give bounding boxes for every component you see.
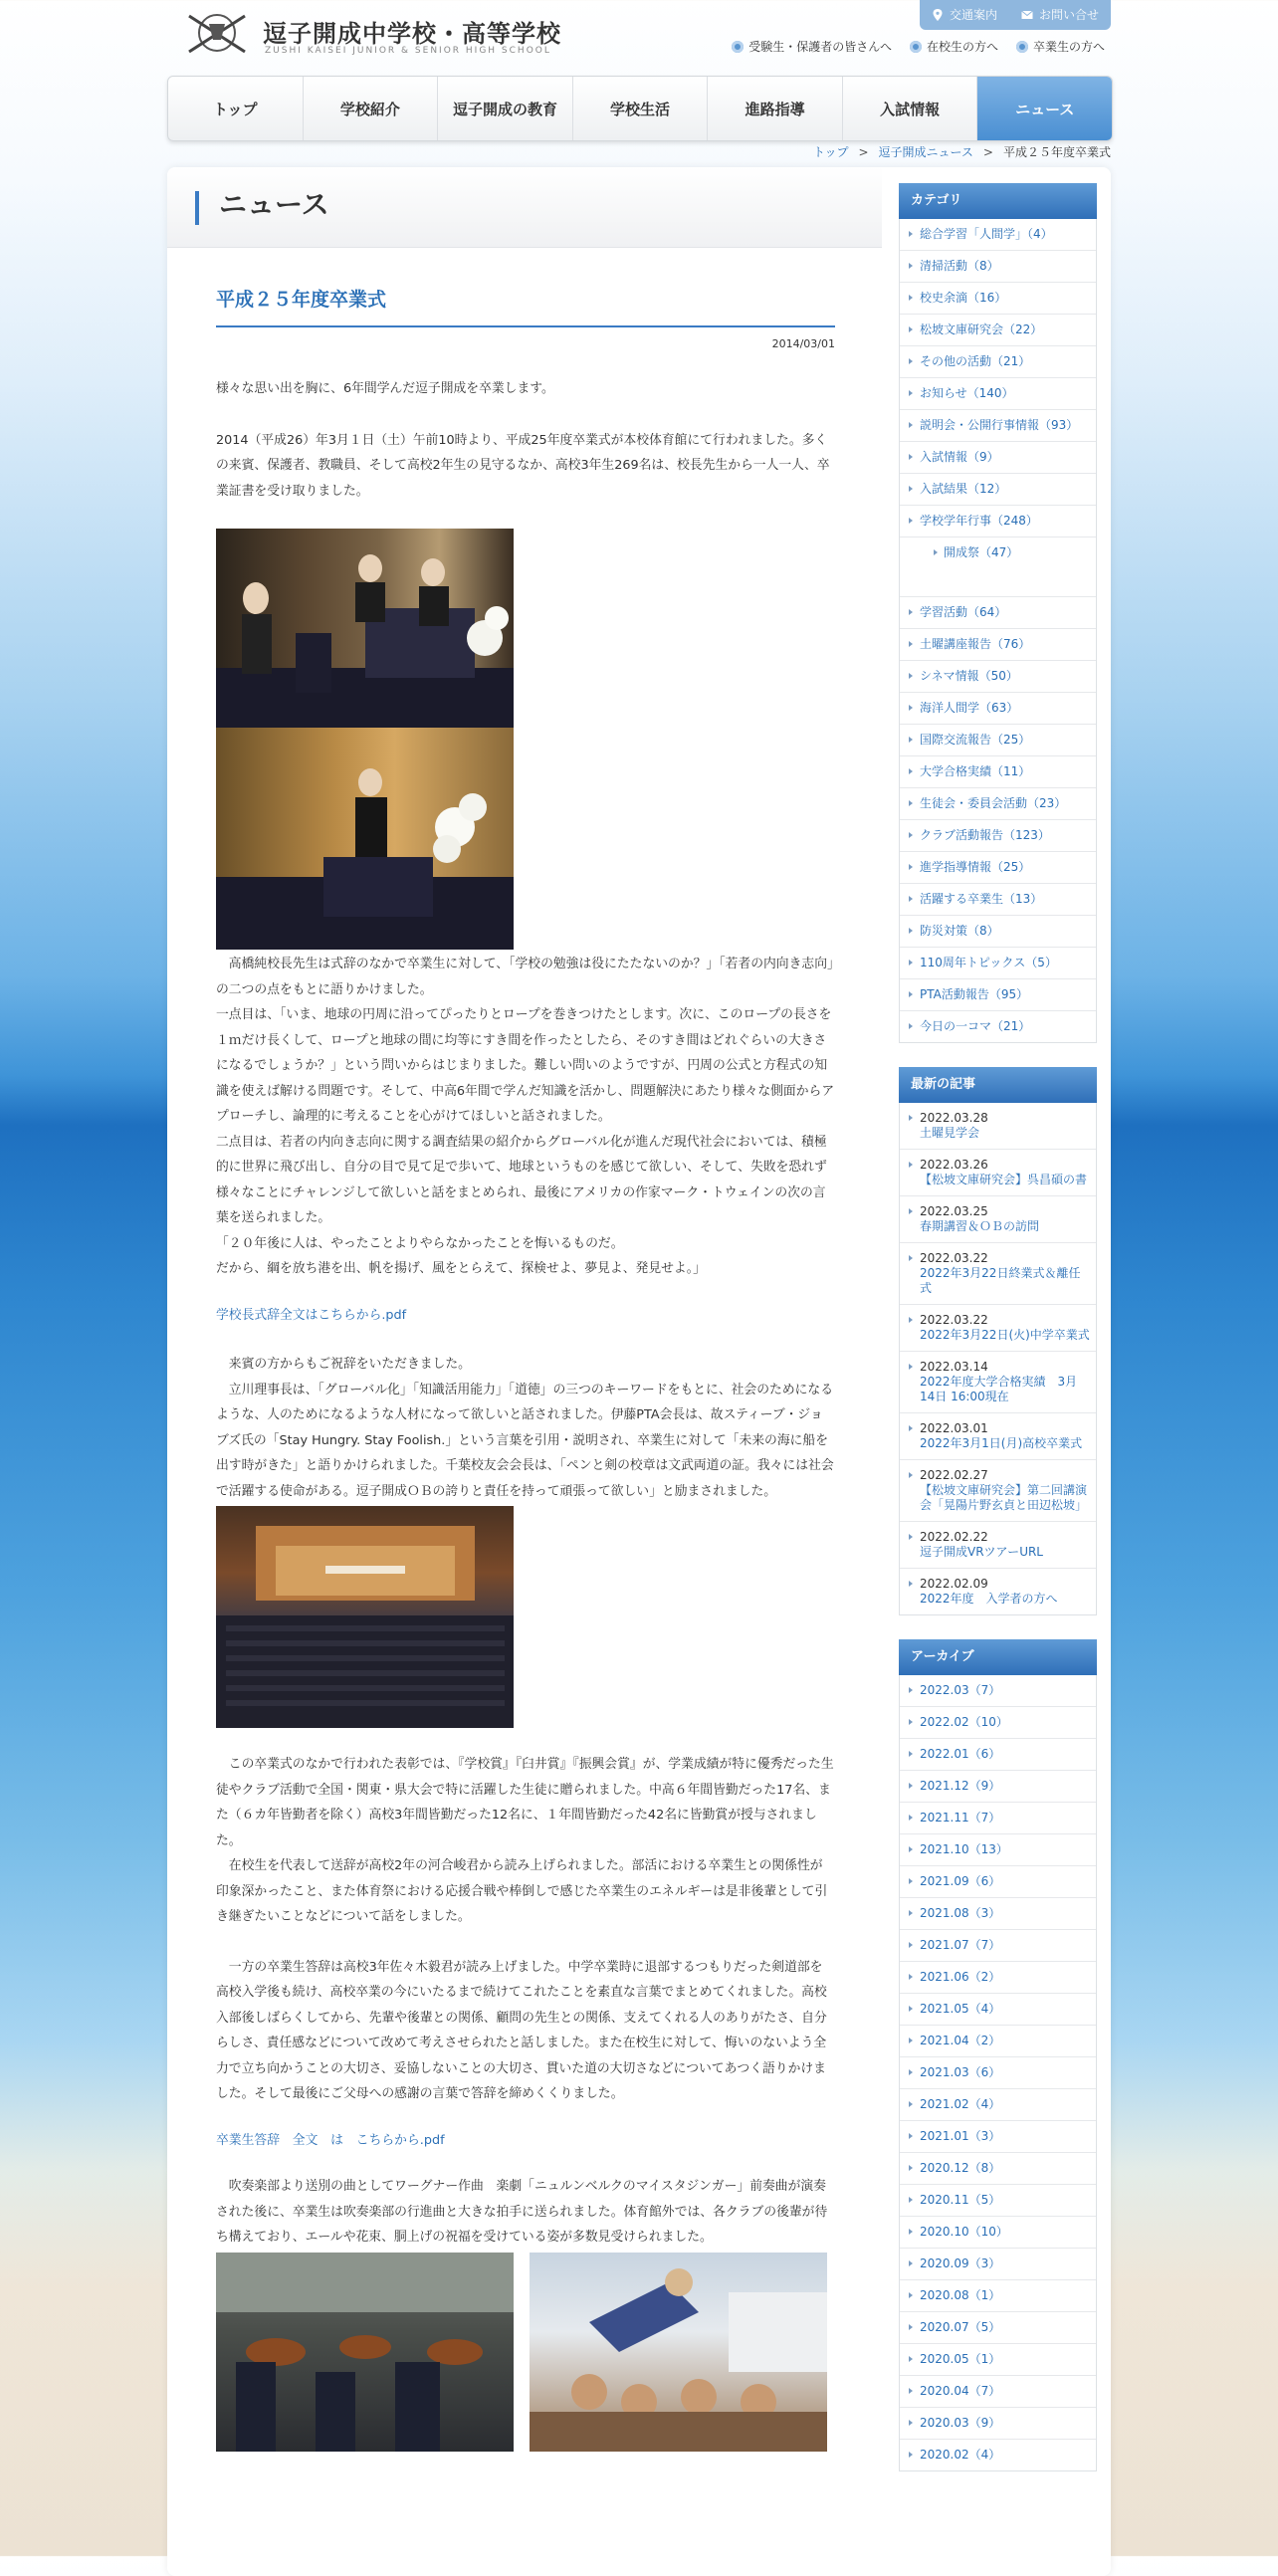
- article-paragraph: 「２０年後に人は、やったことよりやらなかったことを悔いるものだ。: [216, 1235, 624, 1251]
- article-paragraph: 吹奏楽部より送別の曲としてワーグナー作曲 楽劇「ニュルンベルクのマイスタジンガー」前奏曲が演奏された後に、卒業生は吹奏楽部の行進曲と大きな拍手に送られました。体育館外では、各クラブの後輩が待ち構えており、エールや花束、胴上げの祝福を受けている姿が多数見受けられました。: [216, 2179, 828, 2245]
- photo-principal-speech-image: [216, 728, 514, 950]
- archive-link[interactable]: 2020.10（10）: [900, 2217, 1096, 2249]
- category-link[interactable]: 大学合格実績（11）: [900, 756, 1096, 788]
- audience-links: [732, 38, 1105, 55]
- category-link[interactable]: 生徒会・委員会活動（23）: [900, 788, 1096, 820]
- school-name-english: ZUSHI KAISEI JUNIOR & SENIOR HIGH SCHOOL: [265, 46, 551, 56]
- article-paragraph: だから、綱を放ち港を出、帆を揚げ、風をとらえて、探検せよ、夢見よ、発見せよ。」: [216, 1261, 706, 1276]
- latest-news-date: 2022.03.25: [920, 1204, 988, 1218]
- category-link[interactable]: 学校学年行事（248）: [900, 506, 1096, 537]
- latest-news-link[interactable]: 2022年度大学合格実績 3月14日 16:00現在: [920, 1375, 1078, 1403]
- category-link[interactable]: PTA活動報告（95）: [900, 979, 1096, 1011]
- latest-news-date: 2022.02.27: [920, 1468, 988, 1482]
- photo-principal-speech: [216, 728, 514, 950]
- archive-title: アーカイブ: [899, 1639, 1097, 1675]
- archive-link[interactable]: 2021.09（6）: [900, 1866, 1096, 1898]
- latest-news-item[interactable]: [900, 1103, 1096, 1150]
- category-link[interactable]: 国際交流報告（25）: [900, 725, 1096, 756]
- archive-link[interactable]: 2021.03（6）: [900, 2057, 1096, 2089]
- category-link[interactable]: クラブ活動報告（123）: [900, 820, 1096, 852]
- breadcrumb-home[interactable]: トップ: [812, 145, 849, 159]
- category-link[interactable]: 入試情報（9）: [900, 442, 1096, 474]
- bullet-icon: [732, 41, 744, 53]
- article-paragraph: 一方の卒業生答辞は高校3年佐々木毅君が読み上げました。中学卒業時に退部するつもりだった剣道部を高校入学後も続け、高校卒業の今にいたるまで続けてこれたことを素直な言葉でまとめてくれました。高校入部後しばらくしてから、先輩や後輩との関係、顧問の先生との関係、支えてくれる人のありがたさ、自分らしさ、責任感などについて改めて考えさせられたと話しました。また在校生に対して、悔いのないよう全力で立ち向かうことの大切さ、妥協しないことの大切さ、貫いた道の大切さなどについてあつく語りかけました。そして最後にご父母への感謝の言葉で答辞を締めくくりました。: [216, 1959, 827, 2101]
- latest-news-link[interactable]: 【松坡文庫研究会】呉昌碩の書: [920, 1173, 1088, 1186]
- audience-link-alumni[interactable]: 卒業生の方へ: [1016, 38, 1105, 55]
- latest-news-item[interactable]: [900, 1352, 1096, 1413]
- article-paragraph: 一点目は、「いま、地球の円周に沿ってぴったりとロープを巻きつけたとします。次に、このロープの長さを１ｍだけ長くして、ロープと地球の間に均等にすき間を作ったとしたら、そのすき間はどれぐらいの大きさになるでしょうか？」という問いからはじまりました。難しい問いのようですが、円周の公式と方程式の知識を使えば解ける問題です。そして、中高6年間で学んだ知識を活かし、問題解決にあたり様々な側面からアプローチし、論理的に考えることを心がけてほしいと話されました。: [216, 1007, 835, 1124]
- category-link[interactable]: 110周年トピックス（5）: [900, 948, 1096, 979]
- nav-education[interactable]: 逗子開成の教育: [438, 77, 573, 140]
- nav-about[interactable]: 学校紹介: [304, 77, 439, 140]
- article: [216, 285, 835, 2452]
- breadcrumb-section[interactable]: 逗子開成ニュース: [878, 145, 973, 159]
- category-link[interactable]: お知らせ（140）: [900, 378, 1096, 410]
- archive-link[interactable]: 2021.11（7）: [900, 1803, 1096, 1834]
- latest-news-date: 2022.03.26: [920, 1158, 988, 1172]
- archive-list: [899, 1675, 1097, 2471]
- latest-news-title: 最新の記事: [899, 1067, 1097, 1103]
- archive-link[interactable]: 2021.04（2）: [900, 2026, 1096, 2057]
- article-paragraph: 在校生を代表して送辞が高校2年の河合峻君から読み上げられました。部活における卒業生との関係性が印象深かったこと、また体育祭における応援合戦や棒倒しで感じた卒業生のエネルギーは是非後輩として引き継ぎたいことなどについて話をしました。: [216, 1858, 828, 1924]
- subcategory-link[interactable]: 開成祭（47）: [900, 537, 1096, 568]
- sidebar: [899, 183, 1097, 2495]
- category-link[interactable]: 海洋人間学（63）: [900, 693, 1096, 725]
- latest-news-date: 2022.03.28: [920, 1111, 988, 1125]
- latest-news-item[interactable]: [900, 1196, 1096, 1243]
- category-link[interactable]: 入試結果（12）: [900, 474, 1096, 506]
- latest-news-date: 2022.03.14: [920, 1360, 988, 1374]
- latest-news-item[interactable]: [900, 1569, 1096, 1614]
- photo-tossing-celebration-image: [530, 2253, 827, 2452]
- audience-link-applicants[interactable]: 受験生・保護者の皆さんへ: [732, 38, 892, 55]
- article-paragraph: 様々な思い出を胸に、6年間学んだ逗子開成を卒業します。: [216, 381, 554, 396]
- principal-speech-pdf-link[interactable]: 学校長式辞全文はこちらから.pdf: [216, 1307, 407, 1323]
- archive-link[interactable]: 2021.01（3）: [900, 2121, 1096, 2153]
- nav-school-life[interactable]: 学校生活: [573, 77, 709, 140]
- category-link[interactable]: 防災対策（8）: [900, 916, 1096, 948]
- article-paragraph: 高橋純校長先生は式辞のなかで卒業生に対して、「学校の勉強は役にたたないのか？」「若者の内向き志向」の二つの点をもとに語りかけました。: [216, 957, 834, 997]
- archive-link[interactable]: 2021.12（9）: [900, 1771, 1096, 1803]
- category-link[interactable]: 校史余滴（16）: [900, 283, 1096, 315]
- nav-admission[interactable]: 入試情報: [843, 77, 978, 140]
- archive-link[interactable]: 2020.08（1）: [900, 2280, 1096, 2312]
- archive-link[interactable]: 2022.02（10）: [900, 1707, 1096, 1739]
- category-list: [899, 219, 1097, 1043]
- latest-news-date: 2022.03.22: [920, 1251, 988, 1265]
- archive-link[interactable]: 2021.10（13）: [900, 1834, 1096, 1866]
- latest-news-item[interactable]: [900, 1150, 1096, 1196]
- contact-link-label: お問い合せ: [1038, 8, 1099, 22]
- article-paragraph: 二点目は、若者の内向き志向に関する調査結果の紹介からグローバル化が進んだ現代社会においては、積極的に世界に飛び出し、自分の目で見て足で歩いて、地球というものを感じて欲しい、そして、失敗を恐れず様々なことにチャレンジして欲しいと話をまとめられ、最後にアメリカの作家マーク・トウェインの次の言葉を送られました。: [216, 1134, 827, 1225]
- archive-box: [899, 1639, 1097, 2471]
- category-box: [899, 183, 1097, 1043]
- category-link[interactable]: シネマ情報（50）: [900, 661, 1096, 693]
- category-link[interactable]: 活躍する卒業生（13）: [900, 884, 1096, 916]
- archive-link[interactable]: 2020.05（1）: [900, 2344, 1096, 2376]
- photo-tossing-celebration: [530, 2253, 827, 2452]
- utility-links: [920, 0, 1111, 30]
- graduate-reply-pdf-link[interactable]: 卒業生答辞 全文 は こちらから.pdf: [216, 2132, 445, 2148]
- global-nav: [167, 76, 1113, 141]
- latest-news-item[interactable]: [900, 1305, 1096, 1352]
- article-paragraph: 来賓の方からもご祝辞をいただきました。: [216, 1357, 471, 1372]
- main-column: [167, 167, 882, 2576]
- latest-news-item[interactable]: [900, 1522, 1096, 1569]
- category-link[interactable]: 学習活動（64）: [900, 597, 1096, 629]
- article-paragraph: この卒業式のなかで行われた表彰では、『学校賞』『臼井賞』『振興会賞』が、学業成績が特に優秀だった生徒やクラブ活動で全国・関東・県大会で特に活躍した生徒に贈られました。中高６年間皆勤だった17名、また（６カ年皆勤者を除く）高校3年間皆勤だった12名に、１年間皆勤だった42名に皆勤賞が授与されました。: [216, 1757, 834, 1848]
- page-header: [167, 167, 882, 248]
- map-pin-icon: [932, 9, 944, 21]
- archive-link[interactable]: 2020.09（3）: [900, 2249, 1096, 2280]
- nav-news[interactable]: ニュース: [977, 77, 1112, 140]
- category-link[interactable]: 松坡文庫研究会（22）: [900, 315, 1096, 346]
- category-link[interactable]: 今日の一コマ（21）: [900, 1011, 1096, 1042]
- archive-link[interactable]: 2020.02（4）: [900, 2440, 1096, 2470]
- latest-news-date: 2022.02.22: [920, 1530, 988, 1544]
- access-link-label: 交通案内: [949, 8, 997, 22]
- breadcrumb: トップ > 逗子開成ニュース > 平成２５年度卒業式: [812, 145, 1111, 159]
- article-date: 2014/03/01: [771, 337, 835, 350]
- category-title: カテゴリ: [899, 183, 1097, 219]
- latest-news-link[interactable]: 春期講習＆ＯＢの訪問: [920, 1219, 1040, 1233]
- latest-news-link[interactable]: 2022年3月22日(火)中学卒業式: [920, 1328, 1090, 1342]
- bullet-icon: [910, 41, 922, 53]
- latest-news-link[interactable]: 2022年3月22日終業式＆離任式: [920, 1266, 1081, 1295]
- category-spacer: [900, 568, 1096, 597]
- photo-gymnasium-ceremony-image: [216, 1506, 514, 1728]
- latest-news-link[interactable]: 土曜見学会: [920, 1126, 980, 1140]
- category-link[interactable]: 土曜講座報告（76）: [900, 629, 1096, 661]
- archive-link[interactable]: 2020.07（5）: [900, 2312, 1096, 2344]
- latest-news-item[interactable]: [900, 1413, 1096, 1460]
- photo-diploma-ceremony-image: [216, 529, 514, 728]
- school-name: 逗子開成中学校・高等学校: [263, 20, 561, 48]
- school-logo[interactable]: [185, 10, 563, 60]
- article-title: 平成２５年度卒業式: [216, 285, 835, 327]
- archive-link[interactable]: 2022.03（7）: [900, 1675, 1096, 1707]
- bullet-icon: [1016, 41, 1028, 53]
- archive-link[interactable]: 2022.01（6）: [900, 1739, 1096, 1771]
- latest-news-link[interactable]: 逗子開成VRツアーURL: [920, 1545, 1043, 1559]
- archive-link[interactable]: 2020.12（8）: [900, 2153, 1096, 2185]
- pen-and-sword-emblem-icon: [185, 10, 249, 56]
- access-link[interactable]: [920, 0, 1009, 30]
- category-link[interactable]: 説明会・公開行事情報（93）: [900, 410, 1096, 442]
- category-link[interactable]: その他の活動（21）: [900, 346, 1096, 378]
- page-title: ニュース: [219, 188, 329, 221]
- latest-news-box: [899, 1067, 1097, 1615]
- photo-club-farewell-image: [216, 2253, 514, 2452]
- article-paragraph: 立川理事長は、「グローバル化」「知識活用能力」「道徳」の三つのキーワードをもとに、社会のためになるような、人のためになるような人材になって欲しいと話されました。伊藤PTA会長は、故スティーブ・ジョブズ氏の「Stay Hungry. Stay Foolish.」という言葉を引用・説明され、卒業生に対して「未来の海に船を出す時がきた」と語りかけられました。千葉校友会会長は、「ペンと剣の校章は文武両道の証。我々には社会で活躍する使命がある。逗子開成ＯＢの誇りと責任を持って頑張って欲しい」と励まされました。: [216, 1382, 834, 1499]
- latest-news-date: 2022.03.01: [920, 1421, 988, 1435]
- latest-news-link[interactable]: 2022年3月1日(月)高校卒業式: [920, 1436, 1083, 1450]
- article-paragraph: 2014（平成26）年3月１日（土）午前10時より、平成25年度卒業式が本校体育館にて行われました。多くの来賓、保護者、教職員、そして高校2年生の見守るなか、高校3年生269名は、校長先生から一人一人、卒業証書を受け取りました。: [216, 432, 830, 499]
- nav-top[interactable]: トップ: [168, 77, 304, 140]
- archive-link[interactable]: 2021.02（4）: [900, 2089, 1096, 2121]
- category-link[interactable]: 総合学習「人間学」（4）: [900, 219, 1096, 251]
- nav-career[interactable]: 進路指導: [708, 77, 843, 140]
- latest-news-date: 2022.03.22: [920, 1313, 988, 1327]
- latest-news-date: 2022.02.09: [920, 1577, 988, 1591]
- archive-link[interactable]: 2021.06（2）: [900, 1962, 1096, 1994]
- site-header: [167, 0, 1111, 159]
- archive-link[interactable]: 2021.08（3）: [900, 1898, 1096, 1930]
- category-link[interactable]: 清掃活動（8）: [900, 251, 1096, 283]
- contact-link[interactable]: [1009, 0, 1111, 30]
- archive-link[interactable]: 2020.04（7）: [900, 2376, 1096, 2408]
- mail-icon: [1021, 9, 1033, 21]
- archive-link[interactable]: 2020.03（9）: [900, 2408, 1096, 2440]
- photo-diploma-ceremony: [216, 529, 514, 728]
- archive-link[interactable]: 2021.07（7）: [900, 1930, 1096, 1962]
- content-wrapper: [167, 167, 1111, 2576]
- category-link[interactable]: 進学指導情報（25）: [900, 852, 1096, 884]
- latest-news-item[interactable]: [900, 1243, 1096, 1305]
- audience-link-students[interactable]: 在校生の方へ: [910, 38, 998, 55]
- photo-club-farewell: [216, 2253, 514, 2452]
- photo-gymnasium-ceremony: [216, 1506, 514, 1728]
- latest-news-link[interactable]: 2022年度 入学者の方へ: [920, 1592, 1058, 1606]
- latest-news-item[interactable]: [900, 1460, 1096, 1522]
- breadcrumb-current: 平成２５年度卒業式: [1002, 145, 1111, 159]
- latest-news-list: [899, 1103, 1097, 1615]
- archive-link[interactable]: 2020.11（5）: [900, 2185, 1096, 2217]
- archive-link[interactable]: 2021.05（4）: [900, 1994, 1096, 2026]
- latest-news-link[interactable]: 【松坡文庫研究会】第二回講演会「晃陽片野玄貞と田辺松坡」: [920, 1483, 1088, 1512]
